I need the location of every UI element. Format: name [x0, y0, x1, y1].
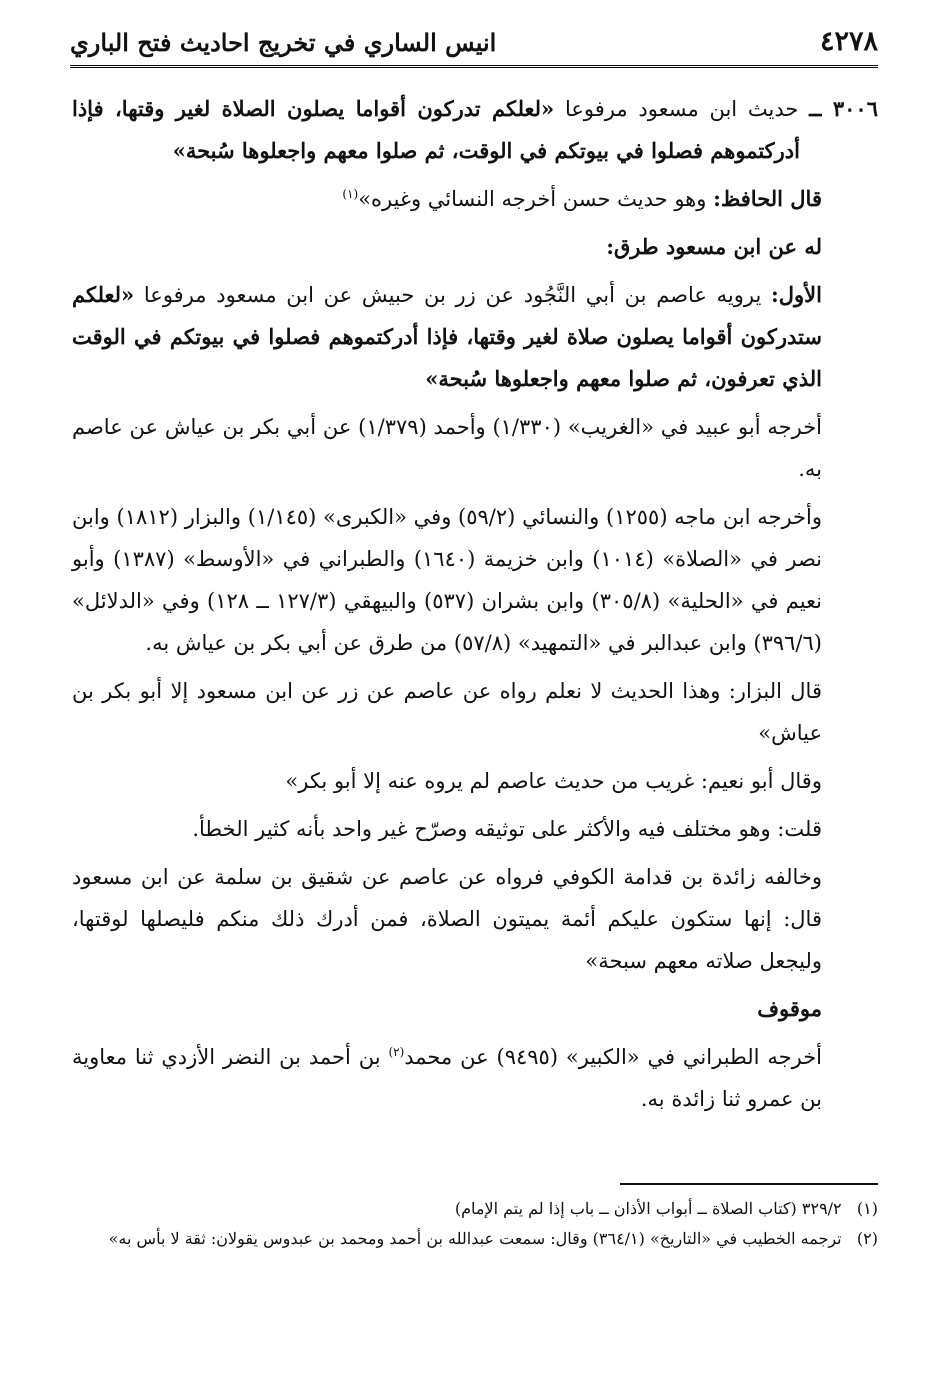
khalafahu-paragraph: وخالفه زائدة بن قدامة الكوفي فرواه عن عاصم عن شقيق بن سلمة عن ابن مسعود قال: إنها ستكون عليكم أئمة يميتون الصلاة، فمن أدرك ذلك منكم فليصلها لوقتها، وليجعل صلاته معهم سبحة» — [72, 865, 822, 973]
footnote-text: ترجمه الخطيب في «التاريخ» (٣٦٤/١) وقال: سمعت عبدالله بن أحمد ومحمد بن عبدوس يقولان: ثقة لا بأس به» — [108, 1229, 842, 1248]
first-hadith: «لعلكم ستدركون أقواما يصلون صلاة لغير وقتها، فإذا أدركتموهم فصلوا في بيوتكم في الوقت الذي تعرفون، ثم صلوا معهم واجعلوها سُبحة» — [72, 282, 822, 391]
footnote-rule — [620, 1183, 878, 1185]
ibn-majah-paragraph: وأخرجه ابن ماجه (١٢٥٥) والنسائي (٥٩/٢) وفي «الكبرى» (١/١٤٥) والبزار (١٨١٢) وابن نصر في «الصلاة» (١٠١٤) وابن خزيمة (١٦٤٠) والطبراني في «الأوسط» (١٣٨٧) وأبو نعيم في «الحلية» (٣٠٥/٨) وابن بشران (٥٣٧) والبيهقي (١٢٧/٣ ــ ١٢٨) وفي «الدلائل» (٣٩٦/٦) وابن عبدالبر في «التمهيد» (٥٧/٨) من طرق عن أبي بكر بن عياش به. — [72, 505, 823, 655]
first-label: الأول: — [771, 282, 822, 307]
first-text: يرويه عاصم بن أبي النَّجُود عن زر بن حبيش عن ابن مسعود مرفوعا — [143, 283, 762, 307]
footnote-ref-1: (١) — [342, 187, 359, 201]
footnote-2 — [72, 1226, 878, 1252]
first-route-paragraph — [72, 274, 878, 400]
qultu-paragraph: قلت: وهو مختلف فيه والأكثر على توثيقه وصرّح غير واحد بأنه كثير الخطأ. — [192, 817, 822, 841]
bazzar-paragraph: قال البزار: وهذا الحديث لا نعلم رواه عن عاصم عن زر عن ابن مسعود إلا أبو بكر بن عياش» — [72, 679, 822, 745]
hafiz-paragraph — [72, 178, 878, 220]
footnote-ref-2: (٢) — [388, 1045, 405, 1059]
tabarani-paragraph — [72, 1036, 878, 1120]
hadith-text: «لعلكم تدركون أقواما يصلون الصلاة لغير وقتها، فإذا أدركتموهم فصلوا في بيوتكم في الوقت، ثم صلوا معهم واجعلوها سُبحة» — [72, 96, 800, 163]
turuq-heading: له عن ابن مسعود طرق: — [606, 234, 822, 259]
footnote-mark: (١) — [856, 1199, 878, 1218]
footnotes — [72, 1196, 878, 1256]
footnote-mark: (٢) — [856, 1229, 878, 1248]
abu-nuaim-paragraph: وقال أبو نعيم: غريب من حديث عاصم لم يروه عنه إلا أبو بكر» — [285, 769, 822, 793]
hadith-number: ٣٠٠٦ ــ — [809, 96, 878, 121]
hafiz-label: قال الحافظ: — [713, 186, 822, 211]
hafiz-text: وهو حديث حسن أخرجه النسائي وغيره» — [358, 187, 707, 211]
running-title: انيس الساري في تخريج احاديث فتح الباري — [70, 28, 497, 57]
abu-ubaid-paragraph: أخرجه أبو عبيد في «الغريب» (١/٣٣٠) وأحمد (١/٣٧٩) عن أبي بكر بن عياش عن عاصم به. — [72, 415, 823, 481]
hadith-entry — [72, 88, 878, 172]
hadith-intro: حديث ابن مسعود مرفوعا — [564, 97, 799, 121]
tabarani-text-b: بن أحمد بن النضر الأزدي ثنا معاوية بن عمرو ثنا زائدة به. — [72, 1045, 822, 1111]
footnote-1 — [72, 1196, 878, 1222]
footnote-text: ٣٢٩/٢ (كتاب الصلاة ــ أبواب الأذان ــ باب إذا لم يتم الإمام) — [454, 1199, 842, 1218]
header-rule — [70, 65, 878, 68]
page-header — [70, 22, 878, 68]
page-number: ٤٢٧٨ — [819, 26, 878, 57]
mawquf-heading: موقوف — [757, 996, 822, 1021]
tabarani-text-a: أخرجه الطبراني في «الكبير» (٩٤٩٥) عن محمد — [404, 1045, 823, 1069]
main-text — [72, 88, 878, 1126]
